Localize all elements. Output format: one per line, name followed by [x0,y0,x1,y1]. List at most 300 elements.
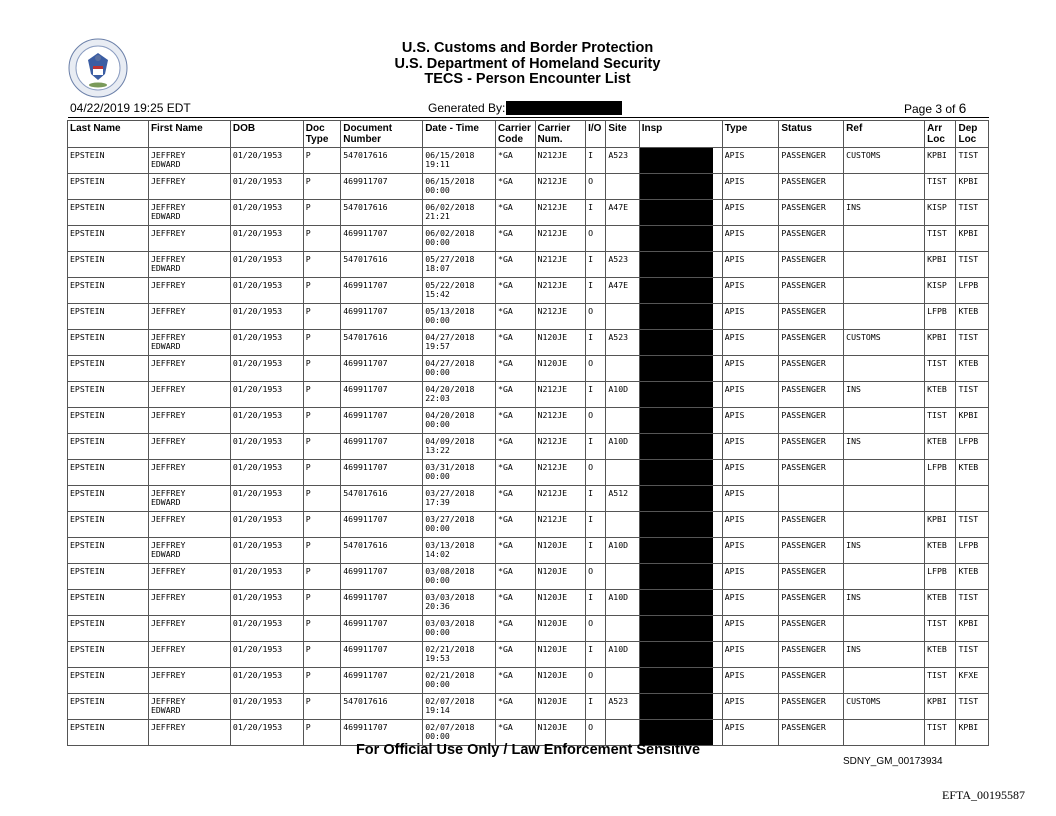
table-row [68,382,989,408]
table-cell: EPSTEIN [68,226,149,252]
table-cell: P [303,720,340,746]
insp-redacted-cell [639,252,722,278]
table-cell: APIS [722,356,779,382]
table-cell: *GA [496,590,535,616]
table-cell: P [303,434,340,460]
table-cell: PASSENGER [779,434,844,460]
table-cell: 02/21/2018 00:00 [423,668,496,694]
table-cell: EPSTEIN [68,668,149,694]
table-cell: 547017616 [341,200,423,226]
table-cell: 03/08/2018 00:00 [423,564,496,590]
table-cell [844,356,925,382]
table-cell: PASSENGER [779,720,844,746]
table-cell: N120JE [535,330,586,356]
column-header: First Name [148,121,230,148]
table-cell: CUSTOMS [844,148,925,174]
table-cell: 469911707 [341,564,423,590]
table-cell: KPBI [956,408,989,434]
table-cell: KTEB [925,590,956,616]
table-cell: 01/20/1953 [230,330,303,356]
redaction-bar [640,174,713,199]
table-cell: 05/27/2018 18:07 [423,252,496,278]
table-cell: 547017616 [341,538,423,564]
table-cell: APIS [722,590,779,616]
table-cell: P [303,174,340,200]
table-cell: P [303,668,340,694]
table-cell: P [303,408,340,434]
table-cell: P [303,694,340,720]
column-header: Carrier Code [496,121,535,148]
redaction-bar [640,564,713,589]
table-cell [606,174,639,200]
redaction-bar [640,330,713,355]
table-cell: 469911707 [341,174,423,200]
table-cell: EPSTEIN [68,304,149,330]
table-cell: 01/20/1953 [230,668,303,694]
table-cell: 01/20/1953 [230,174,303,200]
title-department: U.S. Department of Homeland Security [394,55,661,72]
table-cell: 01/20/1953 [230,382,303,408]
table-cell [606,564,639,590]
table-cell: O [586,668,606,694]
table-cell: JEFFREY [148,382,230,408]
table-cell: PASSENGER [779,694,844,720]
table-cell [779,486,844,512]
table-cell: LFPB [956,434,989,460]
table-cell: APIS [722,226,779,252]
table-row [68,538,989,564]
table-cell: LFPB [956,538,989,564]
table-cell [844,616,925,642]
table-cell: JEFFREY [148,512,230,538]
insp-redacted-cell [639,486,722,512]
table-cell: P [303,330,340,356]
insp-redacted-cell [639,642,722,668]
table-cell: APIS [722,642,779,668]
page-indicator [904,101,966,116]
table-cell: PASSENGER [779,226,844,252]
insp-redacted-cell [639,382,722,408]
table-cell: N212JE [535,408,586,434]
table-cell: APIS [722,616,779,642]
table-cell [844,564,925,590]
table-cell: 01/20/1953 [230,408,303,434]
table-cell: *GA [496,486,535,512]
table-cell: JEFFREY EDWARD [148,330,230,356]
redaction-bar [640,512,713,537]
table-cell: JEFFREY [148,226,230,252]
table-cell: EPSTEIN [68,330,149,356]
table-cell: PASSENGER [779,616,844,642]
table-cell: N120JE [535,668,586,694]
table-cell: P [303,356,340,382]
table-cell [606,512,639,538]
table-row [68,590,989,616]
table-row [68,512,989,538]
table-cell: 06/15/2018 19:11 [423,148,496,174]
table-cell: TIST [956,330,989,356]
table-row [68,564,989,590]
table-cell: *GA [496,408,535,434]
table-cell: 06/15/2018 00:00 [423,174,496,200]
insp-redacted-cell [639,460,722,486]
table-cell [844,460,925,486]
table-cell: 547017616 [341,486,423,512]
table-cell: PASSENGER [779,642,844,668]
table-cell: *GA [496,434,535,460]
table-cell: JEFFREY [148,668,230,694]
table-cell: KPBI [956,720,989,746]
redaction-bar [640,486,713,511]
table-cell: A10D [606,642,639,668]
table-cell: EPSTEIN [68,434,149,460]
insp-redacted-cell [639,590,722,616]
table-cell: 01/20/1953 [230,538,303,564]
table-cell: JEFFREY EDWARD [148,148,230,174]
table-cell: *GA [496,642,535,668]
table-cell: LFPB [925,460,956,486]
table-cell: N120JE [535,356,586,382]
insp-redacted-cell [639,304,722,330]
table-cell: P [303,382,340,408]
table-cell: A523 [606,148,639,174]
table-cell: 469911707 [341,356,423,382]
table-cell: A512 [606,486,639,512]
table-cell: 469911707 [341,642,423,668]
table-cell: LFPB [925,304,956,330]
title-report: TECS - Person Encounter List [424,71,631,87]
table-row [68,460,989,486]
table-cell: PASSENGER [779,668,844,694]
table-cell: P [303,148,340,174]
table-cell: A10D [606,434,639,460]
table-cell: I [586,382,606,408]
page-label: Page 3 of [904,102,956,116]
insp-redacted-cell [639,174,722,200]
table-cell: N212JE [535,278,586,304]
table-cell: *GA [496,512,535,538]
insp-redacted-cell [639,694,722,720]
table-cell: 547017616 [341,694,423,720]
table-cell: LFPB [956,278,989,304]
table-cell: *GA [496,720,535,746]
table-cell: KPBI [925,694,956,720]
table-cell: KTEB [925,538,956,564]
table-cell: EPSTEIN [68,174,149,200]
table-cell: N120JE [535,564,586,590]
table-cell: JEFFREY [148,616,230,642]
table-cell [844,278,925,304]
table-cell [956,486,989,512]
table-cell: *GA [496,148,535,174]
table-cell: N120JE [535,642,586,668]
table-cell: 01/20/1953 [230,694,303,720]
table-cell [606,356,639,382]
redaction-bar [640,278,713,303]
redaction-bar [640,460,713,485]
insp-redacted-cell [639,668,722,694]
table-cell: 469911707 [341,720,423,746]
table-cell: I [586,278,606,304]
table-cell: *GA [496,460,535,486]
table-cell: P [303,486,340,512]
table-cell: 469911707 [341,460,423,486]
table-cell: PASSENGER [779,148,844,174]
table-cell: P [303,304,340,330]
table-cell: 469911707 [341,616,423,642]
table-cell [606,460,639,486]
table-row [68,408,989,434]
table-cell: PASSENGER [779,174,844,200]
table-cell [606,304,639,330]
table-cell: 04/20/2018 00:00 [423,408,496,434]
table-cell: APIS [722,408,779,434]
table-cell: KPBI [956,174,989,200]
table-cell: EPSTEIN [68,460,149,486]
table-row [68,304,989,330]
header-divider [68,117,989,118]
redaction-bar [640,694,713,719]
table-cell: 01/20/1953 [230,460,303,486]
table-cell: O [586,226,606,252]
table-row [68,434,989,460]
table-cell: I [586,200,606,226]
table-cell: JEFFREY [148,304,230,330]
table-cell: 01/20/1953 [230,616,303,642]
table-cell: N212JE [535,434,586,460]
table-row [68,200,989,226]
table-cell: KPBI [956,616,989,642]
table-cell: INS [844,382,925,408]
table-cell: 01/20/1953 [230,200,303,226]
table-cell: 469911707 [341,408,423,434]
table-cell [844,174,925,200]
insp-redacted-cell [639,278,722,304]
table-cell: 469911707 [341,226,423,252]
table-cell [844,252,925,278]
table-cell: 03/03/2018 20:36 [423,590,496,616]
page-total: 6 [958,101,967,116]
table-cell: N120JE [535,616,586,642]
table-cell: KPBI [925,252,956,278]
table-cell: *GA [496,668,535,694]
column-header: Date - Time [423,121,496,148]
table-cell: 469911707 [341,590,423,616]
insp-redacted-cell [639,226,722,252]
column-header: Carrier Num. [535,121,586,148]
table-cell: N212JE [535,512,586,538]
table-cell: O [586,460,606,486]
table-cell: APIS [722,330,779,356]
table-cell: 01/20/1953 [230,252,303,278]
table-cell: 01/20/1953 [230,720,303,746]
table-cell: 01/20/1953 [230,278,303,304]
table-cell: 02/21/2018 19:53 [423,642,496,668]
table-cell: 01/20/1953 [230,512,303,538]
column-header: Insp [639,121,722,148]
table-cell: INS [844,538,925,564]
table-cell [606,616,639,642]
table-cell: *GA [496,330,535,356]
redaction-bar [640,408,713,433]
redaction-bar [640,148,713,173]
table-cell: APIS [722,668,779,694]
table-cell: A523 [606,694,639,720]
table-cell: TIST [925,226,956,252]
table-cell: EPSTEIN [68,278,149,304]
table-body [68,148,989,746]
table-cell: KPBI [956,226,989,252]
table-cell: 01/20/1953 [230,148,303,174]
table-cell: KPBI [925,512,956,538]
table-cell: 469911707 [341,512,423,538]
table-cell: 03/31/2018 00:00 [423,460,496,486]
table-cell: N212JE [535,486,586,512]
redaction-bar [640,304,713,329]
table-cell [606,668,639,694]
bates-number-sdny: SDNY_GM_00173934 [843,756,943,767]
table-cell: A10D [606,382,639,408]
table-cell: I [586,538,606,564]
table-row [68,694,989,720]
insp-redacted-cell [639,200,722,226]
column-header: Dep Loc [956,121,989,148]
table-cell: P [303,278,340,304]
table-cell: A523 [606,330,639,356]
table-cell: JEFFREY [148,356,230,382]
title-agency: U.S. Customs and Border Protection [401,40,654,56]
table-cell: P [303,460,340,486]
table-cell: 547017616 [341,330,423,356]
table-cell: N212JE [535,200,586,226]
table-cell: PASSENGER [779,564,844,590]
table-cell: P [303,512,340,538]
table-cell: 03/03/2018 00:00 [423,616,496,642]
table-cell: KFXE [956,668,989,694]
column-header: I/O [586,121,606,148]
table-cell: TIST [925,408,956,434]
table-cell: EPSTEIN [68,512,149,538]
table-cell: APIS [722,148,779,174]
table-cell [606,226,639,252]
table-cell: N212JE [535,382,586,408]
table-cell: 03/13/2018 14:02 [423,538,496,564]
table-cell: N212JE [535,304,586,330]
table-cell: JEFFREY [148,434,230,460]
table-cell: PASSENGER [779,278,844,304]
table-cell: 469911707 [341,304,423,330]
table-cell: APIS [722,252,779,278]
table-cell: P [303,590,340,616]
table-cell: 01/20/1953 [230,486,303,512]
table-cell: KTEB [925,642,956,668]
table-cell: APIS [722,512,779,538]
table-cell: PASSENGER [779,590,844,616]
insp-redacted-cell [639,330,722,356]
table-cell: O [586,720,606,746]
table-cell: A10D [606,590,639,616]
table-cell: KTEB [956,304,989,330]
table-cell: EPSTEIN [68,590,149,616]
table-cell: KPBI [925,148,956,174]
table-cell: 06/02/2018 00:00 [423,226,496,252]
table-cell: JEFFREY EDWARD [148,486,230,512]
table-cell: A10D [606,538,639,564]
table-cell: CUSTOMS [844,330,925,356]
table-cell: JEFFREY EDWARD [148,252,230,278]
redaction-bar [640,252,713,277]
table-cell: I [586,512,606,538]
table-cell: TIST [956,252,989,278]
table-cell: TIST [925,668,956,694]
table-cell: APIS [722,564,779,590]
table-cell: O [586,408,606,434]
table-cell: APIS [722,486,779,512]
table-cell: TIST [925,720,956,746]
table-cell: PASSENGER [779,200,844,226]
table-cell: INS [844,642,925,668]
table-cell: TIST [925,174,956,200]
table-cell: 469911707 [341,278,423,304]
table-cell: JEFFREY [148,720,230,746]
bates-number-efta: EFTA_00195587 [942,788,1026,802]
column-header: Status [779,121,844,148]
table-cell: INS [844,434,925,460]
table-cell: JEFFREY [148,460,230,486]
table-cell: JEFFREY [148,642,230,668]
table-cell: 04/27/2018 00:00 [423,356,496,382]
table-cell: *GA [496,226,535,252]
table-row [68,226,989,252]
table-cell: EPSTEIN [68,382,149,408]
table-cell: APIS [722,174,779,200]
table-cell: TIST [956,148,989,174]
table-cell: PASSENGER [779,382,844,408]
table-cell: JEFFREY EDWARD [148,694,230,720]
table-cell: EPSTEIN [68,486,149,512]
table-cell: JEFFREY EDWARD [148,538,230,564]
insp-redacted-cell [639,616,722,642]
table-cell: CUSTOMS [844,694,925,720]
generated-by-label: Generated By: [428,101,506,115]
table-cell: APIS [722,538,779,564]
table-cell: PASSENGER [779,356,844,382]
column-header: Type [722,121,779,148]
table-cell: PASSENGER [779,408,844,434]
table-cell: A47E [606,200,639,226]
insp-redacted-cell [639,512,722,538]
table-cell: 469911707 [341,382,423,408]
table-cell: EPSTEIN [68,408,149,434]
table-cell: 02/07/2018 19:14 [423,694,496,720]
table-row [68,330,989,356]
table-cell: JEFFREY [148,408,230,434]
table-cell: P [303,252,340,278]
table-cell: *GA [496,278,535,304]
table-cell: EPSTEIN [68,720,149,746]
table-cell: *GA [496,564,535,590]
column-header: Site [606,121,639,148]
table-cell: TIST [956,512,989,538]
table-row [68,642,989,668]
table-cell: JEFFREY EDWARD [148,200,230,226]
table-cell: TIST [956,200,989,226]
redaction-bar [640,356,713,381]
table-cell: TIST [956,382,989,408]
table-cell: 03/27/2018 17:39 [423,486,496,512]
table-row [68,486,989,512]
encounter-table [67,120,989,746]
